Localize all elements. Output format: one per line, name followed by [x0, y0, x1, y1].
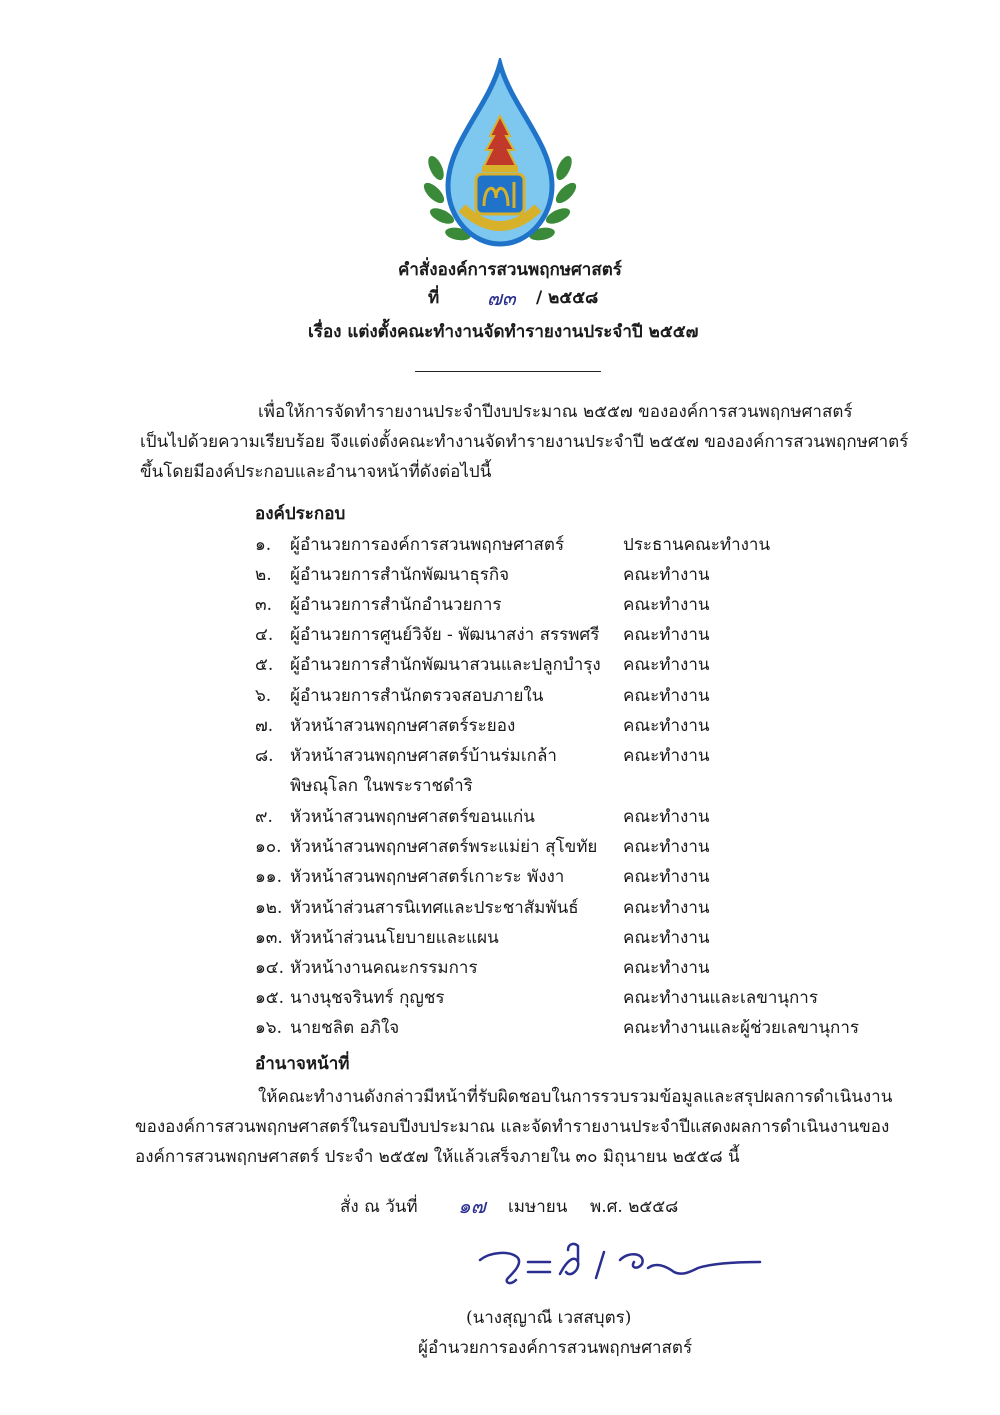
member-role: คณะทำงาน	[623, 746, 710, 766]
intro-line-1: เพื่อให้การจัดทำรายงานประจำปีงบประมาณ ๒๕๕๗ ขององค์การสวนพฤกษศาสตร์	[258, 402, 853, 422]
order-title: คำสั่งองค์การสวนพฤกษศาสตร์	[398, 260, 622, 280]
member-name: หัวหน้าสวนพฤกษศาสตร์เกาะระ พังงา	[290, 867, 565, 887]
member-number: ๑๔.	[255, 958, 285, 978]
order-subject: เรื่อง แต่งตั้งคณะทำงานจัดทำรายงานประจำปี ๒๕๕๗	[308, 322, 699, 342]
signer-position: ผู้อำนวยการองค์การสวนพฤกษศาสตร์	[418, 1338, 693, 1358]
member-name-continuation: พิษณุโลก ในพระราชดำริ	[290, 776, 473, 796]
member-name: ผู้อำนวยการสำนักตรวจสอบภายใน	[290, 686, 544, 706]
member-number: ๑.	[255, 535, 272, 555]
member-name: หัวหน้างานคณะกรรมการ	[290, 958, 478, 978]
header-divider	[415, 371, 601, 372]
member-number: ๙.	[255, 807, 273, 827]
member-name: หัวหน้าสวนพฤกษศาสตร์ขอนแก่น	[290, 807, 535, 827]
member-name: ผู้อำนวยการองค์การสวนพฤกษศาสตร์	[290, 535, 565, 555]
member-number: ๑๓.	[255, 928, 283, 948]
organization-logo	[418, 58, 582, 258]
member-number: ๑๐.	[255, 837, 282, 857]
member-role: คณะทำงาน	[623, 595, 710, 615]
member-name: นางนุชจรินทร์ กุญชร	[290, 988, 445, 1008]
member-role: คณะทำงาน	[623, 625, 710, 645]
member-role: คณะทำงาน	[623, 928, 710, 948]
member-name: ผู้อำนวยการศูนย์วิจัย - พัฒนาสง่า สรรพศรี	[290, 625, 600, 645]
member-number: ๘.	[255, 746, 274, 766]
intro-line-2: เป็นไปด้วยความเรียบร้อย จึงแต่งตั้งคณะทำงานจัดทำรายงานประจำปี ๒๕๕๗ ขององค์การสวนพฤกษศาตร์	[140, 432, 909, 452]
member-role: คณะทำงาน	[623, 655, 710, 675]
member-number: ๑๕.	[255, 988, 285, 1008]
member-number: ๑๖.	[255, 1018, 282, 1038]
duties-line-2: ขององค์การสวนพฤกษศาสตร์ในรอบปีงบประมาณ และจัดทำรายงานประจำปีแสดงผลการดำเนินงานของ	[135, 1117, 890, 1137]
signer-name: (นางสุญาณี เวสสบุตร)	[466, 1308, 632, 1328]
member-name: ผู้อำนวยการสำนักพัฒนาธุรกิจ	[290, 565, 510, 585]
member-name: ผู้อำนวยการสำนักอำนวยการ	[290, 595, 502, 615]
date-month: เมษายน	[508, 1197, 568, 1217]
member-name: หัวหน้าส่วนนโยบายและแผน	[290, 928, 499, 948]
member-role: คณะทำงาน	[623, 807, 710, 827]
handwritten-signature-icon	[470, 1232, 770, 1302]
member-name: นายชลิต อภิใจ	[290, 1018, 400, 1038]
order-number-label: ที่	[428, 288, 440, 308]
member-role: คณะทำงาน	[623, 898, 710, 918]
member-role: คณะทำงาน	[623, 867, 710, 887]
member-number: ๕.	[255, 655, 274, 675]
member-role: ประธานคณะทำงาน	[623, 535, 771, 555]
member-number: ๒.	[255, 565, 272, 585]
member-role: คณะทำงาน	[623, 686, 710, 706]
member-role: คณะทำงาน	[623, 958, 710, 978]
duties-heading: อำนาจหน้าที่	[255, 1054, 350, 1074]
member-name: หัวหน้าสวนพฤกษศาสตร์ระยอง	[290, 716, 516, 736]
member-number: ๑๒.	[255, 898, 283, 918]
intro-line-3: ขึ้นโดยมีองค์ประกอบและอำนาจหน้าที่ดังต่อไปนี้	[140, 462, 492, 482]
member-role: คณะทำงานและผู้ช่วยเลขานุการ	[623, 1018, 859, 1038]
duties-line-3: องค์การสวนพฤกษศาสตร์ ประจำ ๒๕๕๗ ให้แล้วเสร็จภายใน ๓๐ มิถุนายน ๒๕๕๘ นี้	[135, 1147, 740, 1167]
zspg-emblem-icon	[418, 58, 582, 258]
signature	[470, 1232, 770, 1302]
composition-heading: องค์ประกอบ	[255, 504, 346, 524]
duties-line-1: ให้คณะทำงานดังกล่าวมีหน้าที่รับผิดชอบในการรวบรวมข้อมูลและสรุปผลการดำเนินงาน	[258, 1087, 893, 1107]
member-name: หัวหน้าสวนพฤกษศาสตร์บ้านร่มเกล้า	[290, 746, 557, 766]
member-number: ๑๑.	[255, 867, 282, 887]
date-prefix: สั่ง ณ วันที่	[340, 1197, 418, 1217]
order-number-year: / ๒๕๕๘	[536, 288, 599, 308]
member-number: ๗.	[255, 716, 274, 736]
member-role: คณะทำงานและเลขานุการ	[623, 988, 818, 1008]
member-role: คณะทำงาน	[623, 716, 710, 736]
member-role: คณะทำงาน	[623, 837, 710, 857]
member-name: ผู้อำนวยการสำนักพัฒนาสวนและปลูกบำรุง	[290, 655, 601, 675]
member-role: คณะทำงาน	[623, 565, 710, 585]
member-number: ๔.	[255, 625, 274, 645]
order-number-handwritten: ๗๓	[487, 286, 516, 310]
member-number: ๓.	[255, 595, 273, 615]
date-year: พ.ศ. ๒๕๕๘	[590, 1197, 679, 1217]
member-name: หัวหน้าสวนพฤกษศาสตร์พระแม่ย่า สุโขทัย	[290, 837, 598, 857]
date-day-handwritten: ๑๗	[458, 1194, 486, 1218]
member-name: หัวหน้าส่วนสารนิเทศและประชาสัมพันธ์	[290, 898, 579, 918]
member-number: ๖.	[255, 686, 272, 706]
